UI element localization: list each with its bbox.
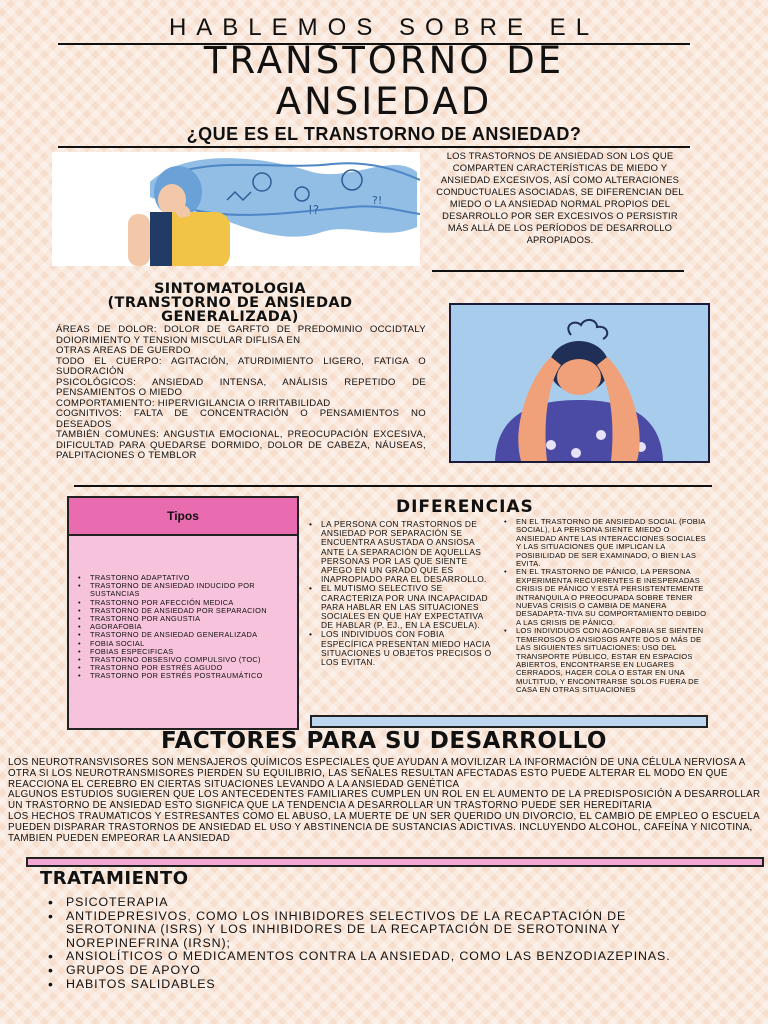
list-item: • AGORAFOBIA [76, 623, 292, 631]
symptoms-title-line1: SINTOMATOLOGIA [153, 281, 307, 297]
intro-text: LOS TRASTORNOS DE ANSIEDAD SON LOS QUE COMPARTEN CARACTERÍSTICAS DE MIEDO Y ANSIEDAD EXCESIVOS, ASÍ COMO ALTERACIONES CONDUCTUALES ASOCIADAS, SE DIFERENCIAN DEL MIEDO O LA ANSIEDAD NORMAL PROPIOS DEL DESARROLLO POR SER EXCESIVOS O PERSISTIR MÁS ALLÁ DE LOS PERÍODOS DE DESARROLLO APROPIADOS. [436, 150, 684, 245]
factores-paragraph: ALGUNOS ESTUDIOS SUGIEREN QUE LOS ANTECEDENTES FAMILIARES CUMPLEN UN ROL EN EL AUMENTO DE LA PREDISPOSICIÓN A DESARROLLAR UN TRASTORNO DE ANSIEDAD ESTO SIGNFICA QUE LA TENDENCIA A DESARROLLAR UN TRASTORNO PUEDE SER HEREDITARIA [8, 789, 761, 812]
divider-symptoms [74, 485, 712, 487]
symptom-line: OTRAS AREAS DE GUERDO [56, 345, 191, 356]
symptom-line: PSICOLÓGICOS: ANSIEDAD INTENSA, ANÁLISIS REPETIDO DE PENSAMIENTOS O MIEDO [56, 376, 426, 398]
poster-title [0, 40, 768, 122]
symptom-line: TAMBIÉN COMUNES: ANGUSTIA EMOCIONAL, PREOCUPACIÓN EXCESIVA, DIFICULTAD PARA QUEDARSE DORMIDO, DOLOR DE CABEZA, NÁUSEAS, PALPITACIONES O TEMBLOR [56, 429, 426, 461]
list-item: • TRASTORNO POR ESTRÉS POSTRAUMÁTICO [76, 672, 292, 680]
factores-text [8, 758, 764, 844]
factores-paragraph: LOS HECHOS TRAUMATICOS Y ESTRESANTES COMO EL ABUSO, LA MUERTE DE UN SER QUERIDO UN DIVORCIO, EL CAMBIO DE EMPLEO O ESCUELA PUEDEN DISPARAR TRASTORNOS DE ANSIEDAD EL USO Y ABSTINENCIA DE SUSTANCIAS ADICTIVAS. INCLUYENDO ALCOHOL, CAFEÍNA Y NICOTINA, TAMBIEN PUEDEN EMPEORAR LA ANSIEDAD [8, 810, 760, 844]
list-item: • LOS INDIVIDUOS CON FOBIA ESPECÍFICA PRESENTAN MIEDO HACIA SITUACIONES U OBJETOS PRECISOS O LOS EVITAN. [307, 630, 493, 667]
list-item: • LOS INDIVIDUOS CON AGORAFOBIA SE SIENTEN TEMEROSOS O ANSIOSOS ANTE DOS O MÁS DE LAS SIGUIENTES SITUACIONES: USO DEL TRANSPORTE PÚBLICO, ESTAR EN ESPACIOS ABIERTOS, ENCONTRARSE EN LUGARES CERRADOS, HACER COLA O ESTAR EN UNA MULTITUD, Y ENCONTRARSE SOLOS FUERA DE CASA EN OTRAS SITUACIONES [502, 627, 710, 694]
list-item: • HABITOS SALIDABLES [48, 978, 688, 992]
symptom-line: COMPORTAMIENTO: HIPERVIGILANCIA O IRRITABILIDAD [56, 397, 331, 409]
list-item: • TRASTORNO DE ANSIEDAD GENERALIZADA [76, 631, 292, 639]
tratamiento-title: TRATAMIENTO [40, 868, 189, 889]
list-item: • GRUPOS DE APOYO [48, 964, 688, 978]
poster-title-line1: TRANSTORNO DE [203, 39, 565, 82]
divider-question [58, 146, 690, 148]
decorative-blue-bar [310, 715, 708, 728]
svg-text:?!: ?! [372, 194, 383, 207]
diferencias-column-right [502, 518, 710, 695]
list-item: • ANTIDEPRESIVOS, COMO LOS INHIBIDORES SELECTIVOS DE LA RECAPTACIÓN DE SEROTONINA (ISRS) Y LOS INHIBIDORES DE LA RECAPTACIÓN DE SEROTONINA Y NOREPINEFRINA (IRSN); [48, 910, 688, 951]
symptom-line: COGNITIVOS: FALTA DE CONCENTRACIÓN O PENSAMIENTOS NO DESEADOS [56, 408, 426, 430]
svg-text:!?: !? [308, 203, 320, 217]
symptoms-list [56, 325, 426, 462]
tipos-list [76, 574, 292, 681]
symptoms-title-line2: (TRANSTORNO DE ANSIEDAD [107, 295, 353, 311]
factores-paragraph: LOS NEUROTRANSVISORES SON MENSAJEROS QUÍMICOS ESPECIALES QUE AYUDAN A MOVILIZAR LA INFORMACIÓN DE UNA CÉLULA NERVIOSA A OTRA SI LOS NEUROTRANSMISORES PIERDEN SU EQUILIBRIO, LAS SEÑALES RESULTAN AFECTADAS ESTO PUEDE ALTERAR EL MODO EN QUE REACCIONA EL CEREBRO EN CIERTAS SITUACIONES LEVANDO A LA ANSIEDAD GENÉTICA [8, 757, 746, 790]
list-item: • TRASTORNO POR AFECCIÓN MEDICA [76, 599, 292, 607]
list-item: • TRASTORNO OBSESIVO COMPULSIVO (TOC) [76, 656, 292, 664]
poster-title-line2: ANSIEDAD [275, 80, 493, 123]
list-item: • TRASTORNO ADAPTATIVO [76, 574, 292, 582]
symptoms-title-line3: GENERALIZADA) [161, 309, 299, 325]
list-item: • TRASTORNO POR ANGUSTIA [76, 615, 292, 623]
diferencias-column-left [307, 520, 493, 667]
list-item: • PSICOTERAPIA [48, 896, 688, 910]
list-item: • TRASTORNO DE ANSIEDAD POR SEPARACION [76, 607, 292, 615]
list-item: • TRASTORNO POR ESTRÉS AGUDO [76, 664, 292, 672]
symptom-line: ÁREAS DE DOLOR: DOLOR DE GARFTO DE PREDOMINIO OCCIDTALY DOIORIMIENTO Y TENSION MISCULAR DIFLISA EN [56, 324, 426, 346]
list-item: • FOBIA SOCIAL [76, 640, 292, 648]
list-item: • LA PERSONA CON TRASTORNOS DE ANSIEDAD POR SEPARACIÓN SE ENCUENTRA ASUSTADA O ANSIOSA ANTE LA SEPARACIÓN DE AQUELLAS PERSONAS POR LAS QUE SIENTE APEGO EN UN GRADO QUE ES INAPROPIADO PARA EL DESARROLLO. [307, 520, 493, 584]
divider-intro [432, 270, 684, 272]
factores-title: FACTORES PARA SU DESARROLLO [161, 728, 607, 754]
list-item: • FOBIAS ESPECIFICAS [76, 648, 292, 656]
list-item: • EL MUTISMO SELECTIVO SE CARACTERIZA POR UNA INCAPACIDAD PARA HABLAR EN LAS SITUACIONES SOCIALES EN QUE HAY EXPECTATIVA DE HABLAR (P. EJ., EN LA ESCUELA). [307, 584, 493, 630]
tipos-heading: Tipos [69, 498, 297, 536]
list-item: • EN EL TRASTORNO DE ANSIEDAD SOCIAL (FOBIA SOCIAL), LA PERSONA SIENTE MIEDO O ANSIEDAD ANTE LAS INTERACCIONES SOCIALES Y LAS SITUACIONES QUE IMPLICAN LA POSIBILIDAD DE SER EXAMINADO, O BIEN LAS EVITA. [502, 518, 710, 568]
list-item: • ANSIOLÍTICOS O MEDICAMENTOS CONTRA LA ANSIEDAD, COMO LAS BENZODIAZEPINAS. [48, 950, 688, 964]
stressed-person-illustration [449, 303, 710, 463]
list-item: • TRASTORNO DE ANSIEDAD INDUCIDO POR SUSTANCIAS [76, 582, 292, 598]
anxious-woman-illustration [52, 152, 420, 266]
list-item: • EN EL TRASTORNO DE PÁNICO, LA PERSONA EXPERIMENTA RECURRENTES E INESPERADAS CRISIS DE PÁNICO Y ESTÁ PERSISTENTEMENTE INTRANQUILA O PREOCUPADA SOBRE TENER NUEVAS CRISIS O CAMBIA DE MANERA DESADAPTA-TIVA SU COMPORTAMIENTO DEBIDO A LAS CRISIS DE PÁNICO. [502, 568, 710, 627]
symptom-line: TODO EL CUERPO: AGITACIÓN, ATURDIMIENTO LIGERO, FATIGA O SUDORACIÓN [56, 355, 426, 377]
symptoms-title [40, 282, 420, 324]
poster-kicker: HABLEMOS SOBRE EL [168, 14, 600, 41]
question-heading: ¿QUE ES EL TRANSTORNO DE ANSIEDAD? [186, 124, 582, 144]
decorative-pink-bar [26, 857, 764, 867]
diferencias-title: DIFERENCIAS [396, 497, 534, 517]
tratamiento-list [48, 896, 688, 991]
